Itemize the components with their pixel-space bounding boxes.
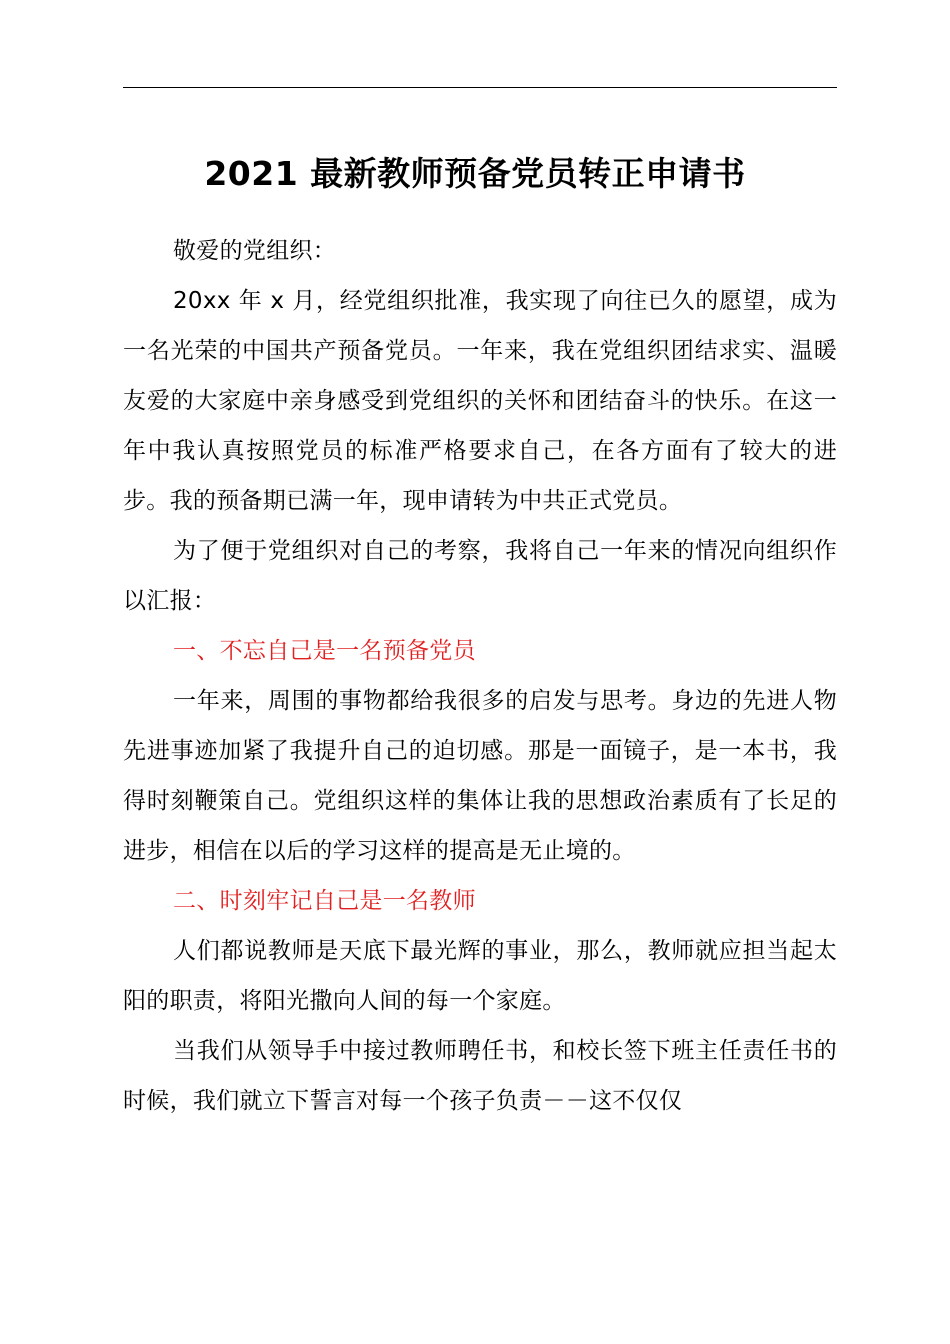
section-1-paragraph: 一年来，周围的事物都给我很多的启发与思考。身边的先进人物先进事迹加紧了我提升自己的迫切感。那是一面镜子，是一本书，我得时刻鞭策自己。党组织这样的集体让我的思想政治素质有了长足的进步，相信在以后的学习这样的提高是无止境的。 bbox=[123, 688, 837, 864]
header-rule bbox=[123, 87, 837, 88]
salutation: 敬爱的党组织： bbox=[173, 238, 337, 264]
section-heading-2: 二、时刻牢记自己是一名教师 bbox=[173, 888, 476, 914]
document-body bbox=[123, 226, 837, 1126]
document-title: 2021 最新教师预备党员转正申请书 bbox=[204, 154, 746, 193]
paragraph-intro: 20xx 年 x 月，经党组织批准，我实现了向往已久的愿望，成为一名光荣的中国共产预备党员。一年来，我在党组织团结求实、温暖友爱的大家庭中亲身感受到党组织的关怀和团结奋斗的快乐。在这一年中我认真按照党员的标准严格要求自己，在各方面有了较大的进步。我的预备期已满一年，现申请转为中共正式党员。 bbox=[123, 288, 837, 514]
section-2-paragraph-1: 人们都说教师是天底下最光辉的事业，那么，教师就应担当起太阳的职责，将阳光撒向人间的每一个家庭。 bbox=[123, 938, 837, 1014]
section-heading-1: 一、不忘自己是一名预备党员 bbox=[173, 638, 476, 664]
section-2-paragraph-2: 当我们从领导手中接过教师聘任书，和校长签下班主任责任书的时候，我们就立下誓言对每一个孩子负责－－这不仅仅 bbox=[123, 1038, 837, 1114]
paragraph-report: 为了便于党组织对自己的考察，我将自己一年来的情况向组织作以汇报： bbox=[123, 538, 837, 614]
